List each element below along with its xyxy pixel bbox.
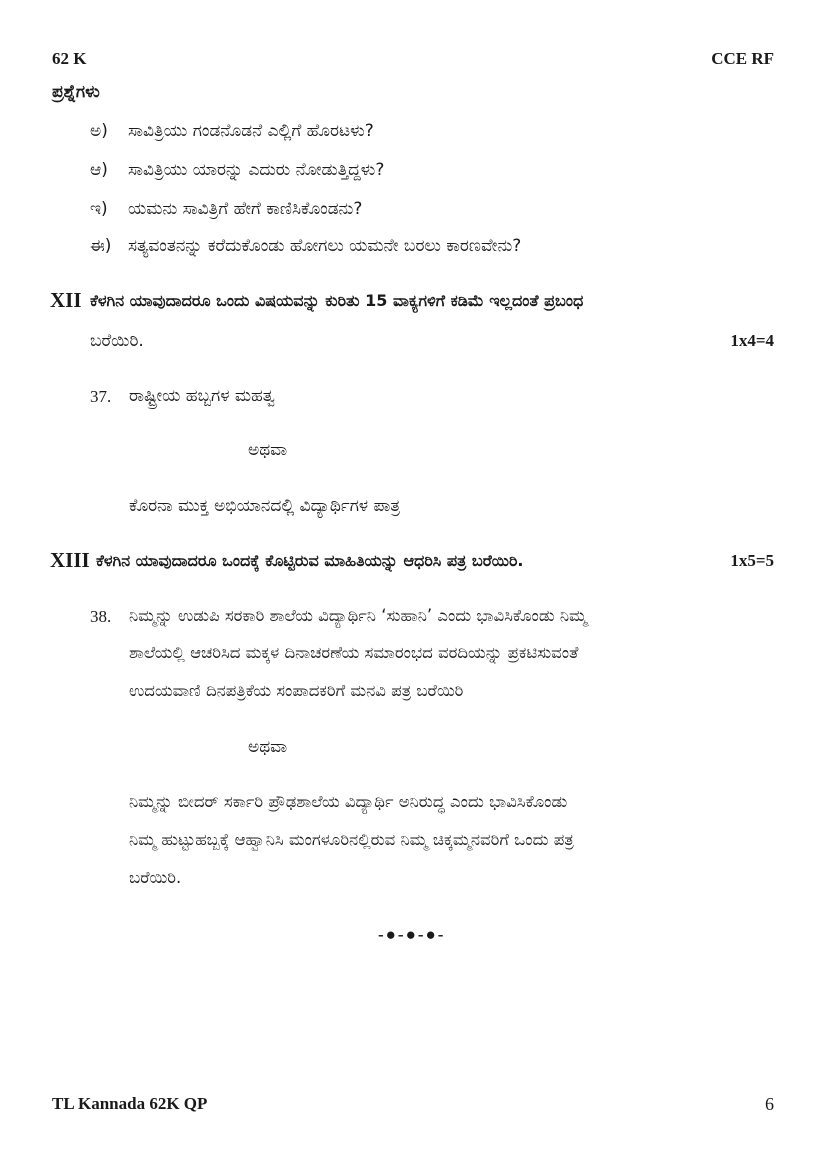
section-xiii-instruction: ಕೆಳಗಿನ ಯಾವುದಾದರೂ ಒಂದಕ್ಕೆ ಕೊಟ್ಟಿರುವ ಮಾಹಿತಿಯನ್ನು ಆಧರಿಸಿ ಪತ್ರ ಬರೆಯಿರಿ. bbox=[96, 551, 524, 570]
section-number-xiii: XIII bbox=[50, 548, 90, 572]
page-number: 6 bbox=[765, 1094, 774, 1114]
question-text: ಸಾವಿತ್ರಿಯು ಗಂಡನೊಡನೆ ಎಲ್ಲಿಗೆ ಹೊರಟಳು? bbox=[128, 121, 374, 141]
questions-heading: ಪ್ರಶ್ನೆಗಳು bbox=[52, 82, 100, 102]
question-text: ಯಮನು ಸಾವಿತ್ರಿಗೆ ಹೇಗೆ ಕಾಣಿಸಿಕೊಂಡನು? bbox=[128, 199, 363, 219]
question-item bbox=[90, 160, 384, 180]
or-label: ಅಥವಾ bbox=[248, 440, 288, 460]
question-label: ಇ) bbox=[90, 199, 108, 219]
footer-paper-code: TL Kannada 62K QP bbox=[52, 1094, 208, 1113]
or-label: ಅಥವಾ bbox=[248, 737, 288, 757]
letter-option-2-line: ಬರೆಯಿರಿ. bbox=[129, 868, 182, 887]
question-number-38: 38. bbox=[90, 607, 112, 626]
question-label: ಆ) bbox=[90, 160, 108, 180]
question-text: ಸತ್ಯವಂತನನ್ನು ಕರೆದುಕೊಂಡು ಹೋಗಲು ಯಮನೇ ಬರಲು ಕಾರಣವೇನು? bbox=[128, 236, 522, 256]
letter-option-2-line: ನಿಮ್ಮನ್ನು ಬೀದರ್ ಸರ್ಕಾರಿ ಪ್ರೌಢಶಾಲೆಯ ವಿದ್ಯಾರ್ಥಿ ಅನಿರುದ್ಧ ಎಂದು ಭಾವಿಸಿಕೊಂಡು bbox=[129, 792, 568, 811]
question-item bbox=[90, 236, 521, 256]
essay-option-1: ರಾಷ್ಟ್ರೀಯ ಹಬ್ಬಗಳ ಮಹತ್ವ bbox=[129, 386, 275, 406]
question-number-37: 37. bbox=[90, 387, 112, 406]
section-xii-instruction: ಕೆಳಗಿನ ಯಾವುದಾದರೂ ಒಂದು ವಿಷಯವನ್ನು ಕುರಿತು 15 ವಾಕ್ಯಗಳಿಗೆ ಕಡಿಮೆ ಇಲ್ಲದಂತೆ ಪ್ರಬಂಧ bbox=[90, 291, 584, 310]
header-code: 62 K bbox=[52, 49, 87, 68]
section-number-xii: XII bbox=[50, 288, 82, 312]
question-item bbox=[90, 121, 374, 141]
letter-option-1-line: ನಿಮ್ಮನ್ನು ಉಡುಪಿ ಸರಕಾರಿ ಶಾಲೆಯ ವಿದ್ಯಾರ್ಥಿನಿ ‘ಸುಹಾನಿ’ ಎಂದು ಭಾವಿಸಿಕೊಂಡು ನಿಮ್ಮ bbox=[129, 606, 587, 625]
letter-option-1-line: ಉದಯವಾಣಿ ದಿನಪತ್ರಿಕೆಯ ಸಂಪಾದಕರಿಗೆ ಮನವಿ ಪತ್ರ ಬರೆಯಿರಿ bbox=[129, 681, 464, 700]
header-series: CCE RF bbox=[711, 49, 774, 68]
section-xii-marks: 1x4=4 bbox=[730, 331, 774, 350]
question-label: ಅ) bbox=[90, 121, 108, 141]
question-label: ಈ) bbox=[90, 236, 112, 256]
letter-option-1-line: ಶಾಲೆಯಲ್ಲಿ ಆಚರಿಸಿದ ಮಕ್ಕಳ ದಿನಾಚರಣೆಯ ಸಮಾರಂಭದ ವರದಿಯನ್ನು ಪ್ರಕಟಿಸುವಂತೆ bbox=[129, 643, 579, 662]
letter-option-2-line: ನಿಮ್ಮ ಹುಟ್ಟುಹಬ್ಬಕ್ಕೆ ಆಹ್ವಾನಿಸಿ ಮಂಗಳೂರಿನಲ್ಲಿರುವ ನಿಮ್ಮ ಚಿಕ್ಕಮ್ಮನವರಿಗೆ ಒಂದು ಪತ್ರ bbox=[129, 830, 574, 849]
essay-option-2: ಕೊರನಾ ಮುಕ್ತ ಅಭಿಯಾನದಲ್ಲಿ ವಿದ್ಯಾರ್ಥಿಗಳ ಪಾತ್ರ bbox=[129, 496, 401, 516]
section-xiii-marks: 1x5=5 bbox=[730, 551, 774, 570]
end-of-paper-mark: -●-●-●- bbox=[378, 925, 446, 944]
section-xii-instruction-cont: ಬರೆಯಿರಿ. bbox=[90, 331, 144, 351]
question-text: ಸಾವಿತ್ರಿಯು ಯಾರನ್ನು ಎದುರು ನೋಡುತ್ತಿದ್ದಳು? bbox=[128, 160, 385, 180]
question-item bbox=[90, 199, 362, 219]
